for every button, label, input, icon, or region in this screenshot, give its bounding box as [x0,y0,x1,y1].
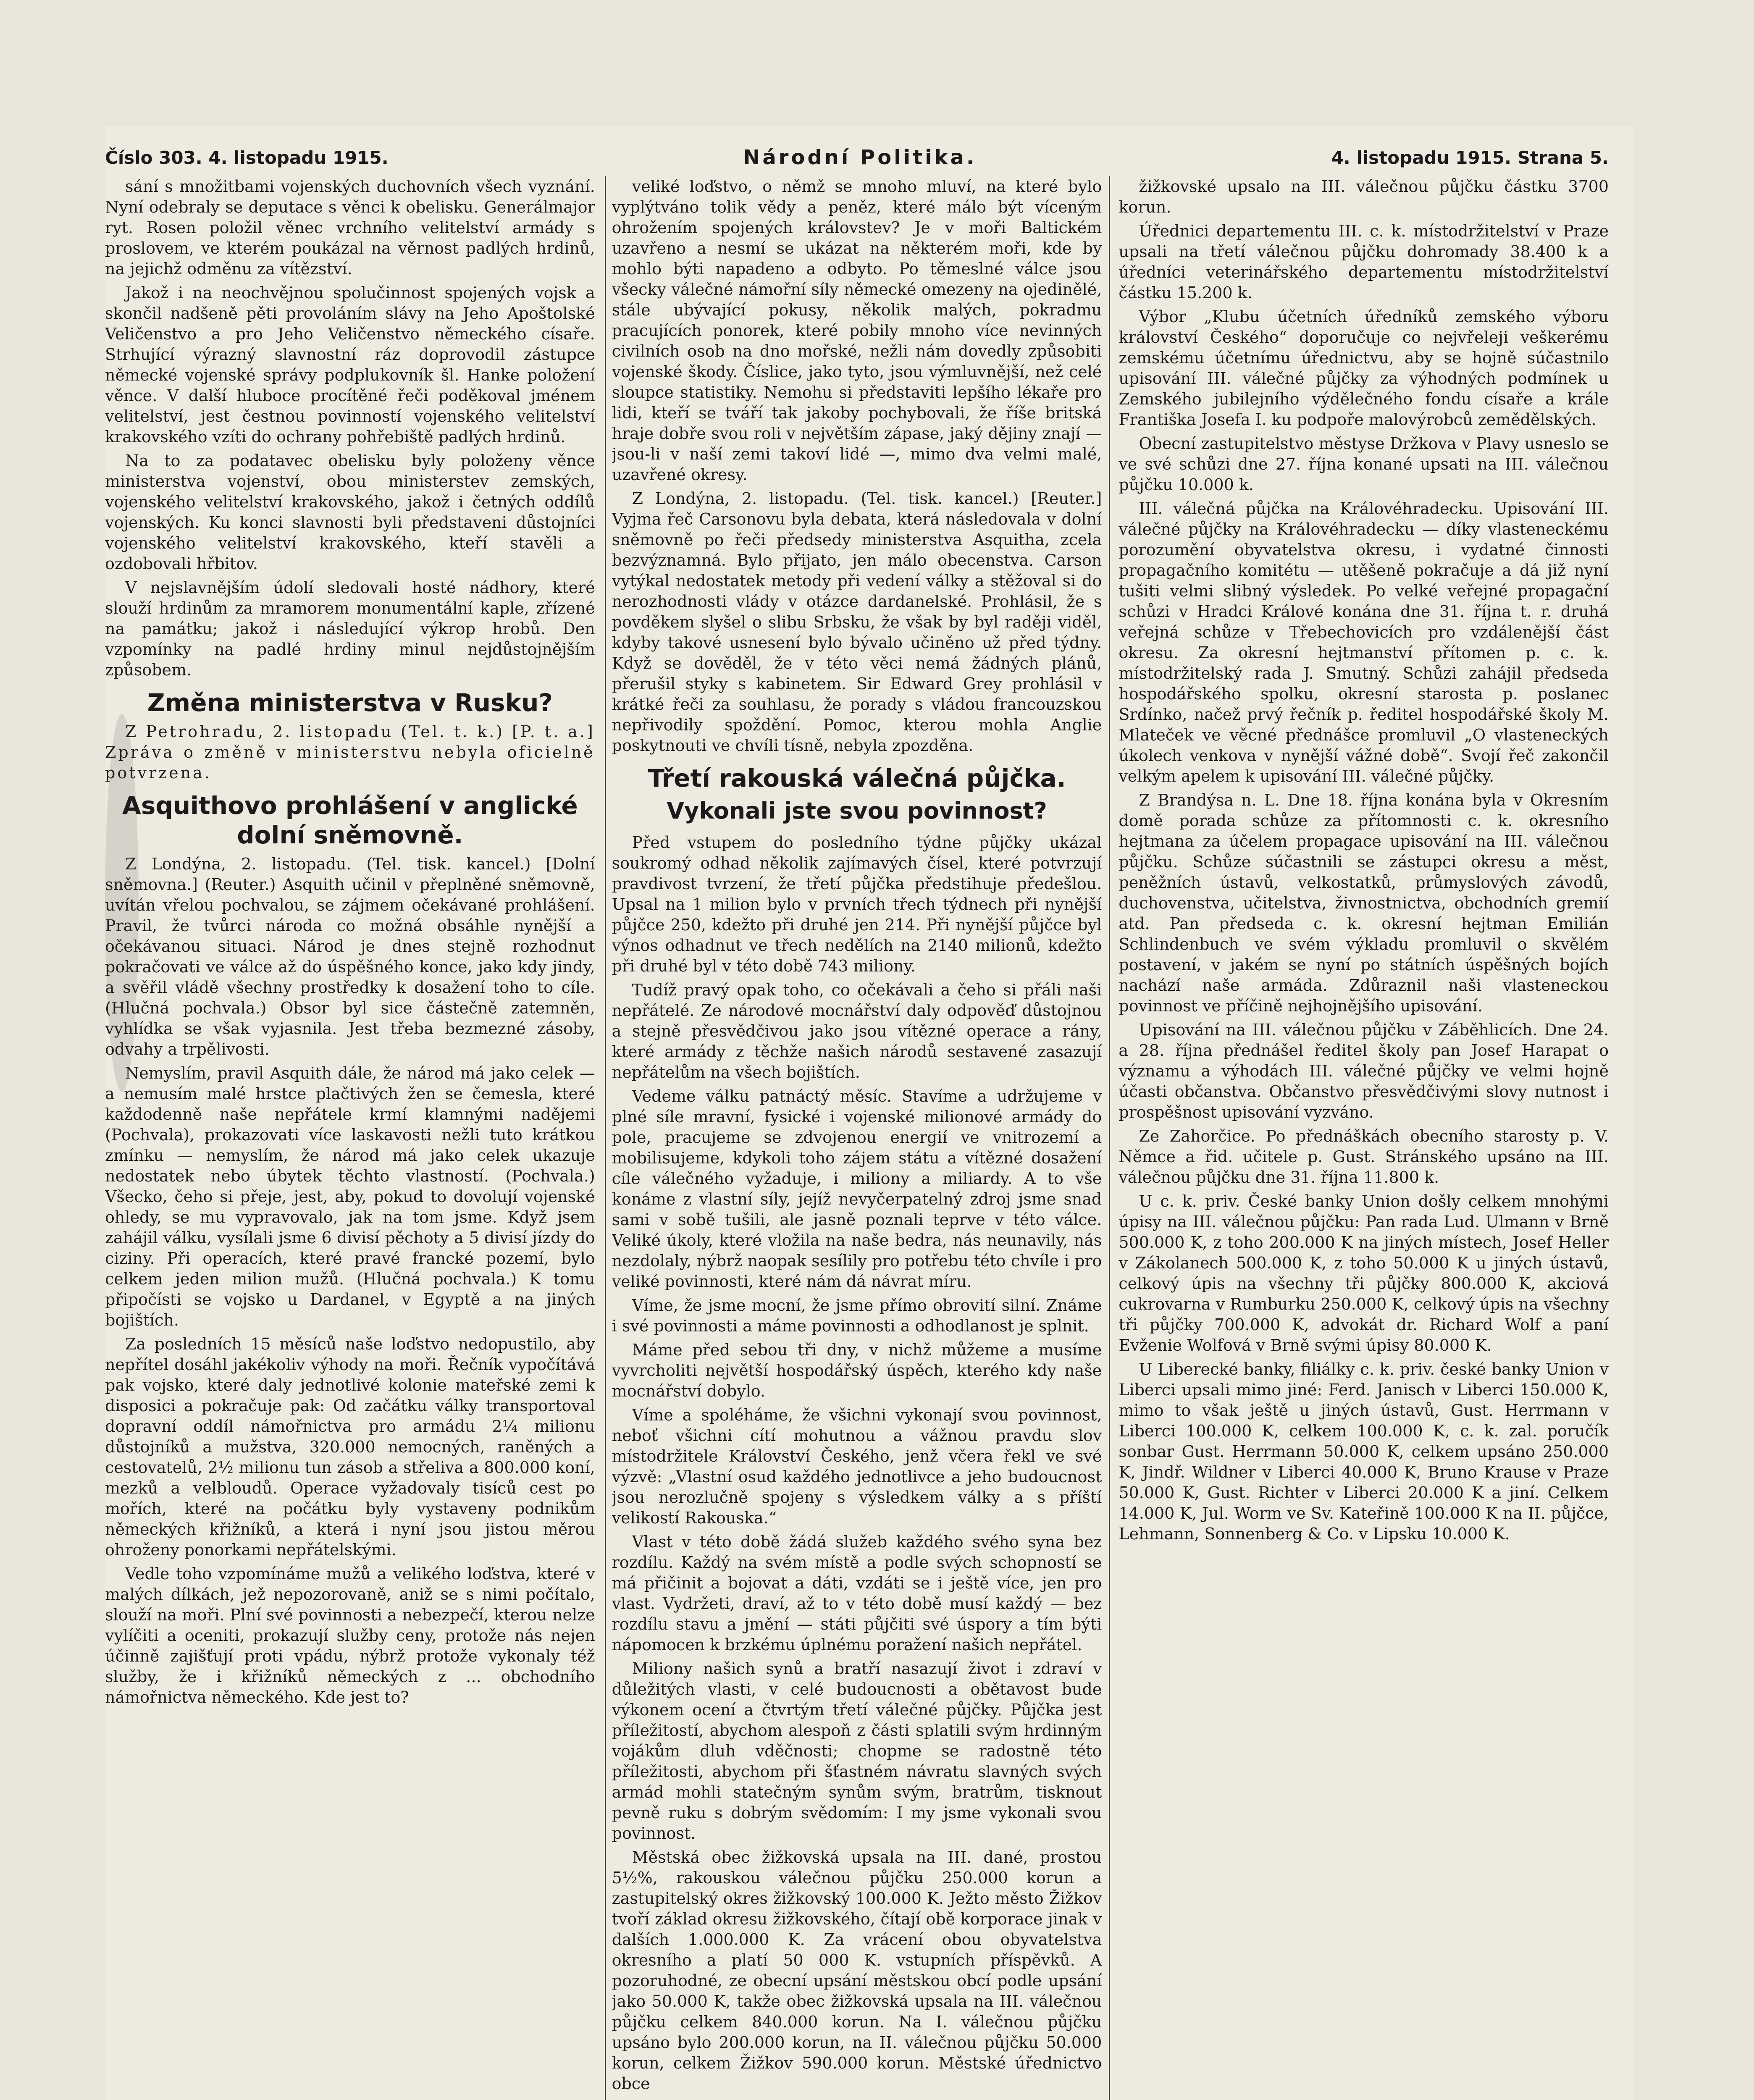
ink-smudge [105,714,139,1092]
war-loan-paragraph: Víme, že jsme mocní, že jsme přímo obrovití silní. Známe i své povinnosti a máme povinnosti a odhodlanost je splnit. [612,1296,1102,1335]
war-loan-paragraph: Miliony našich synů a bratří nasazují život i zdraví v důležitých vlasti, v celé budoucnosti a obětavost bude výkonem ocení a čtvrtým třetí válečné půjčky. Půjčka jest příležitostí, abychom alespoň z části splatili svým hrdinným vojákům dluh vděčnosti; chopme se radostně této příležitosti, abychom při šťastném návratu slavných svých armád mohli statečným synům svým, bratrům, tisknout pevně ruku s dobrým svědomím: I my jsme vykonali svou povinnost. [612,1659,1102,1843]
war-loan-paragraph: Víme a spoléháme, že všichni vykonají svou povinnost, neboť všichni cítí mohutnou a vážnou pravdu slov místodržitele Království Českého, jenž včera řekl ve své výzvě: „Vlastní osud každého jednotlivce a jeho budoucnost jsou nerozlučně spojeny s výsledkem války a s příští velikostí Rakouska.“ [612,1406,1102,1527]
page-header [105,143,1609,172]
war-loan-paragraph: Městská obec žižkovská upsala na III. dané, prostou 5½%, rakouskou válečnou půjčku 250.000 korun a zastupitelský okres žižkovský 100.000 K. Ježto město Žižkov tvoří základ okresu žižkovského, čítají obě korporace jinak v dalších 1.000.000 K. Za vrácení obou obyvatelstva okresního a platí 50 000 K. vstupních příspěvků. A pozoruhodné, ze obecní upsání městskou obcí podle upsání jako 50.000 K, takže obec žižkovská upsala na III. válečnou půjčku celkem 840.000 korun. Na I. válečnou půjčku upsáno bylo 200.000 korun, na II. válečnou půjčku 50.000 korun, celkem Žižkov 590.000 korun. Městské úřednictvo obce [612,1848,1102,2093]
war-loan-paragraph: Vedeme válku patnáctý měsíc. Stavíme a udržujeme v plné síle mravní, fysické i vojenské milionové armády do pole, pracujeme se zdvojenou energií ve vnitrozemí a mobilisujeme, kdykoli toho zájem státu a vítězné dosažení cíle válečného vyžaduje, i miliony a miliardy. A to vše konáme z vlastní síly, jejíž nevyčerpatelný zdroj jsme snad sami v sobě tušili, ale jasně poznali teprve v této válce. Veliké úkoly, které vložila na naše bedra, nás neunavily, nás nezdolaly, nýbrž naopak sesílily pro potřebu této chvíle i pro veliké povinnosti, které nám dá návrat míru. [612,1087,1102,1291]
col2-paragraph: Z Londýna, 2. listopadu. (Tel. tisk. kancel.) [Reuter.] Vyjma řeč Carsonovu byla debata, která následovala v dolní sněmovně po řeči předsedy ministerstva Asquitha, zcela bezvýznamná. Bylo přijato, jen málo obecenstva. Carson vytýkal nedostatek metody při vedení války a stěžoval si do nerozhodnosti vlády v otázce dardanelské. Prohlásil, že s povděkem slyšel o slibu Srbsku, že však by byl raději viděl, kdyby takové usnesení bylo bývalo učiněno už před týdny. Když se dověděl, že v této věci nemá žádných plánů, přerušil styky s kabinetem. Sir Edward Grey prohlásil v krátké řeči za souhlasu, že porady s vládou francouzskou nepřivodily spoždění. Pomoc, kterou mohla Anglie poskytnouti ve chvíli tísně, nebyla zpozděna. [612,489,1102,755]
col3-paragraph: Obecní zastupitelstvo městyse Držkova v Plavy usneslo se ve své schůzi dne 27. října konané upsati na III. válečnou půjčku 10.000 k. [1119,434,1609,494]
header-title: Národní Politika. [743,146,977,169]
war-loan-paragraph: Vlast v této době žádá služeb každého svého syna bez rozdílu. Každý na svém místě a podle svých schopností se má přičinit a bojovat a dáti, vzdáti se i ještě více, jen pro vlast. Vydržeti, draví, až to v této době musí každý — bez rozdílu stavu a jmění — státi půjčiti své úspory a tím býti nápomocen k brzkému úplnému poražení našich nepřátel. [612,1533,1102,1654]
asquith-paragraph: Z Londýna, 2. listopadu. (Tel. tisk. kancel.) [Dolní sněmovna.] (Reuter.) Asquith učinil v přeplněné sněmovně, uvítán vřelou pochvalou, se zájmem očekávané prohlášení. Pravil, že tvůrci národa co možná obsáhle nynější a očekávanou situaci. Národ je dnes stejně rozhodnut pokračovati ve válce až do úspěšného konce, jako kdy jindy, a svěřil vládě všechny prostředky k dosažení toho to cíle. (Hlučná pochvala.) Obsor byl sice částečně zatemněn, vyhlídka se však vyjasnila. Jest třeba bezmezné zásoby, odvahy a trpělivosti. [105,855,595,1058]
col3-paragraph: Ze Zahorčice. Po přednáškách obecního starosty p. V. Němce a řid. učitele p. Gust. Stránského upsáno na III. válečnou půjčku dne 31. října 11.800 k. [1119,1127,1609,1186]
column-2 [612,176,1102,2100]
russia-paragraph: Z Petrohradu, 2. listopadu (Tel. t. k.) [P. t. a.] Zpráva o změně v ministerstvu nebyla oficielně potvrzena. [105,722,595,782]
col1-paragraph: V nejslavnějším údolí sledovali hosté nádhory, které slouží hrdinům za mramorem monumentální kaple, zřízené na památku; jakož i následující výkrop hrobů. Den vzpomínky na padlé hrdiny minul nejdůstojnějším způsobem. [105,578,595,679]
header-page: 4. listopadu 1915. Strana 5. [1331,147,1609,168]
col1-paragraph: Na to za podatavec obelisku byly položeny věnce ministerstva vojenství, obou ministerstev zemských, vojenského velitelství krakovského, jakož i četných oddílů vojenských. Ku konci slavnosti byli představeni důstojníci vojenského velitelství krakovského, kteří stavěli a ozdobovali hřbitov. [105,452,595,573]
col3-paragraph: Z Brandýsa n. L. Dne 18. října konána byla v Okresním domě porada schůze za přítomnosti c. k. okresního hejtmana za účelem propagace upisování na III. válečnou půjčku. Schůze súčastnili se zástupci okresu a měst, peněžních ústavů, velkostatků, průmyslových závodů, duchovenstva, učitelstva, živnostnictva, obchodních gremií atd. Pan předseda c. k. okresní hejtman Emilián Schlindenbuch ve svém výkladu promluvil o skvělém postavení, v jakém se nyní po státních úspěšných bojích nachází naše armáda. Zdůraznil naši vlasteneckou povinnost ve příčině nejhojnějšího upisování. [1119,791,1609,1015]
asquith-paragraph: Nemyslím, pravil Asquith dále, že národ má jako celek — a nemusím malé hrstce plačtivých žen se čemesla, které každodenně naše nepřátele krmí klamnými nadějemi (Pochvala), prokazovati více laskavosti nežli tuto krátkou zmínku — nemyslím, že národ má jako celek ukazuje nedostatek nebo úbytek těchto vlastností. (Pochvala.) Všecko, čeho si přeje, jest, aby, pokud to dovolují vojenské ohledy, se mu vypravovalo, jak na tom jsme. Když jsem zahájil válku, vysílali jsme 6 divisí pěchoty a 5 divisí jízdy do ciziny. Při operacích, které pravé francké pozemí, bylo celkem jeden milion mužů. (Hlučná pochvala.) K tomu připočísti se vojsko u Dardanel, v Egyptě a na jiných bojištích. [105,1064,595,1329]
headline-asquith: Asquithovo prohlášení v anglické dolní sněmovně. [122,791,578,849]
asquith-paragraph: Vedle toho vzpomínáme mužů a velikého loďstva, které v malých dílkách, jež nepozorovaně, aniž se s nimi počítalo, slouží na moři. Plní své povinnosti a nebezpečí, kterou nelze vylíčiti a oceniti, prokazují služby ceny, protože nás nejen účinně zajišťují proti vpádu, nýbrž protože vykonaly též služby, že i křižníků německých z ... obchodního námořnictva německého. Kde jest to? [105,1564,595,1706]
column-3 [1119,176,1609,2100]
column-1 [105,176,595,2100]
headline-russia: Změna ministerstva v Rusku? [147,688,553,717]
col3-paragraph: III. válečná půjčka na Královéhradecku. Upisování III. válečné půjčky na Královéhradecku — díky vlasteneckému porozumění obyvatelstva okresu, i vydatné činnosti propagačního komitétu — utěšeně pokračuje a dá již nyní tušiti velmi slibný výsledek. Po velké veřejné propagační schůzi v Hradci Králové konána dne 31. října t. r. druhá veřejná schůze v Třebechovicích pro vzdálenější část okresu. Za okresní hejtmanství přítomen p. c. k. místodržitelský rada J. Smutný. Schůzi zahájil předseda hospodářského spolku, okresní starosta p. poslanec Srdínko, načež prvý řečník p. ředitel hospodářské školy M. Mlateček ve věcné přednášce promluvil „O vlasteneckých úkolech venkova v nynější vážné době“. Svojí řeč zakončil velkým apelem k upisování III. válečné půjčky. [1119,499,1609,785]
header-issue: Číslo 303. 4. listopadu 1915. [105,147,389,168]
war-loan-paragraph: Máme před sebou tři dny, v nichž můžeme a musíme vyvrcholiti největší hospodářský úspěch, kterého kdy naše mocnářství dobylo. [612,1341,1102,1400]
war-loan-paragraph: Před vstupem do posledního týdne půjčky ukázal soukromý odhad několik zajímavých čísel, které potvrzují pravdivost tvrzení, že třetí půjčka předstihuje předešlou. Upsal na 1 milion bylo v prvních třech týdnech při nynější půjčce 250, kdežto při druhé jen 214. Při nynější půjčce byl výnos odhadnut ve třech nedělích na 2140 milionů, kdežto při druhé byl v této době 743 miliony. [612,833,1102,975]
war-loan-paragraph: Tudíž pravý opak toho, co očekávali a čeho si přáli naši nepřátelé. Ze národové mocnářství daly odpověď důstojnou a stejně přesvědčivou jako jsou vítězné operace a rány, které armády z těchže našich národů sestavené zasazují nepřátelům na všech bojištích. [612,981,1102,1082]
columns [105,176,1609,2100]
col3-paragraph: U Liberecké banky, filiálky c. k. priv. české banky Union v Liberci upsali mimo jiné: Ferd. Janisch v Liberci 150.000 K, mimo to však ještě u jiných ústavů, Gust. Herrmann v Liberci 100.000 K, celkem 100.000 K, c. k. zal. poručík sonbar Gust. Herrmann 50.000 K, celkem upsáno 250.000 K, Jindř. Wildner v Liberci 40.000 K, Bruno Krause v Praze 50.000 K, Gust. Richter v Liberci 20.000 K a jiní. Celkem 14.000 K, Jul. Worm ve Sv. Kateřině 100.000 K na II. půjčce, Lehmann, Sonnenberg & Co. v Lipsku 10.000 K. [1119,1360,1609,1543]
col3-paragraph: Výbor „Klubu účetních úředníků zemského výboru království Českého“ doporučuje co nejvřeleji veškerému zemskému účetnímu úřednictvu, aby se hojně súčastnilo upisování III. válečné půjčky za výhodných podmínek u Zemského jubilejního výdělečného fondu císaře a krále Františka Josefa I. ku podpoře malovýrobců zemědělských. [1119,307,1609,429]
headline-war-loan: Třetí rakouská válečná půjčka. [648,764,1066,793]
col2-paragraph: veliké loďstvo, o němž se mnoho mluví, na které bylo vyplýtváno tolik vědy a peněz, které málo být víceným ohrožením spojených královstev? Je v moři Baltickém uzavřeno a nesmí se ukázat na některém moři, kde by mohlo býti napadeno a odbyto. Po těmeslné válce jsou všecky válečné námořní síly německé omezeny na ojedinělé, stále ubývající pokusy, několik malých, pokradmu pracujících ponorek, které pobily mnoho více nevinných civilních osob na dno mořské, nežli nám dovedly způsobiti vojenské škody. Číslice, jako tyto, jsou výmluvnější, než celé sloupce statistiky. Nemohu si představiti lepšího lékaře pro lidi, kteří se tváří tak jakoby pochybovali, že říše britská hraje dobře svou roli v největším zápase, jaký dějiny znají — jsou-li v naší zemi takoví lidé —, mimo dva velmi malé, uzavřené okresy. [612,177,1102,484]
col1-paragraph: Jakož i na neochvějnou spolučinnost spojených vojsk a skončil nadšeně pěti provoláním slávy na Jeho Apoštolské Veličenstvo a pro Jeho Veličenstvo německého císaře. Strhující výrazný slavnostní ráz doprovodil zástupce německé vojenské správy podplukovník šl. Hanke položení věnce. V další hluboce procítěné řeči poděkoval jménem velitelství, jest čestnou povinností vojenského velitelství krakovského vzíti do ochrany pohřebiště padlých hrdinů. [105,284,595,446]
col3-paragraph: U c. k. priv. České banky Union došly celkem mnohými úpisy na III. válečnou půjčku: Pan rada Lud. Ulmann v Brně 500.000 K, z toho 200.000 K na jiných místech, Josef Heller v Zákolanech 500.000 K, z toho 50.000 K u jiných ústavů, celkový úpis na všechny tři půjčky 800.000 K, akciová cukrovarna v Rumburku 250.000 K, celkový úpis na všechny tři půjčky 700.000 K, advokát dr. Richard Wolf a paní Evženie Wolfová v Brně svými úpisy 80.000 K. [1119,1192,1609,1354]
col1-paragraph: sání s množitbami vojenských duchovních všech vyznání. Nyní odebraly se deputace s věnci k obelisku. Generálmajor ryt. Rosen položil věnec vrchního velitelství armády s proslovem, ve kterém poukázal na věrnost padlých hrdinů, na jejichž odměnu za vítězství. [105,177,595,278]
col3-paragraph: Úřednici departementu III. c. k. místodržitelství v Praze upsali na třetí válečnou půjčku dohromady 38.400 k a úředníci veterinářského departementu místodržitelství částku 15.200 k. [1119,222,1609,302]
subheadline-war-loan: Vykonali jste svou povinnost? [667,798,1047,824]
asquith-paragraph: Za posledních 15 měsíců naše loďstvo nedopustilo, aby nepřítel dosáhl jakékoliv výhody na moři. Řečník vypočítává pak vojsko, které daly jednotlivé kolonie mateřské zemi k disposici a pokračuje pak: Od začátku války transportoval dopravní oddíl námořnictva pro armádu 2¼ milionu důstojníků a mužstva, 320.000 nemocných, raněných a cestovatelů, 2½ milionu tun zásob a střeliva a 800.000 koní, mezků a velbloudů. Operace vyžadovaly tisíců cest po mořích, které na počátku byly vystaveny podnikům německých křižníků, a která i nyní jsou jistou měrou ohroženy ponorkami nepřátelskými. [105,1335,595,1559]
col3-paragraph: žižkovské upsalo na III. válečnou půjčku částku 3700 korun. [1119,177,1609,216]
col3-paragraph: Upisování na III. válečnou půjčku v Záběhlicích. Dne 24. a 28. října přednášel ředitel školy pan Josef Harapat o významu a výhodách III. válečné půjčky ve velmi hojně účasti občanstva. Občanstvo přesvědčivými slovy nutnost i prospěšnost upisování vyzváno. [1119,1021,1609,1121]
